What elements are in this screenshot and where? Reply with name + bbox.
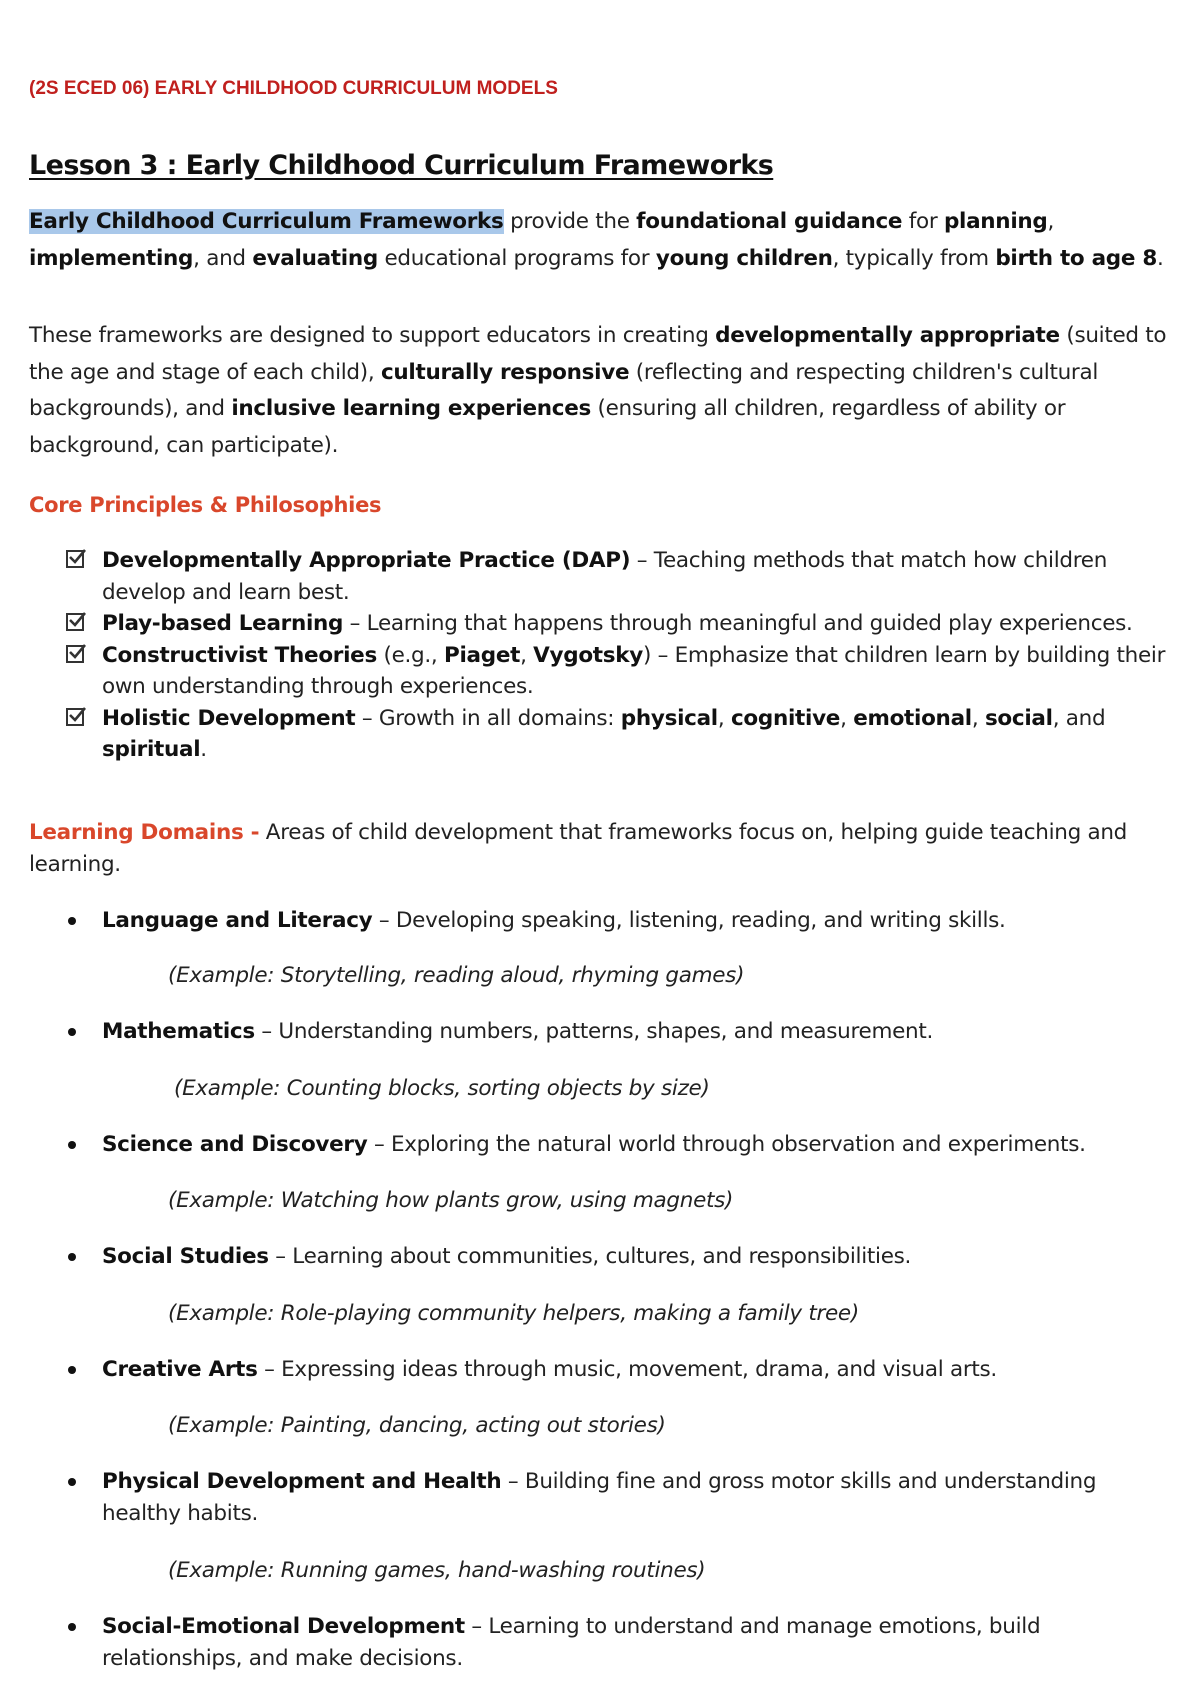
checked-box-icon: [66, 645, 84, 663]
core-principles-list: [66, 545, 1181, 766]
example-text: (Example: Running games, hand-washing routines): [168, 1558, 706, 1583]
bullet-icon: [68, 1028, 76, 1036]
list-item: Physical Development and Health – Building fine and gross motor skills and understanding healthy habits.: [66, 1466, 1181, 1529]
support-paragraph: These frameworks are designed to support educators in creating developmentally appropriate (suited to the age and stage of each child), culturally responsive (reflecting and respecting children's cultural backgrounds), and inclusive learning experiences (ensuring all children, regardless of ability or background, can participate).: [29, 323, 1167, 458]
highlighted-term: Early Childhood Curriculum Frameworks: [29, 209, 504, 234]
core-principles-heading: Core Principles & Philosophies: [29, 493, 382, 517]
bullet-icon: [68, 1366, 76, 1374]
learning-domains-heading: Learning Domains -: [29, 820, 260, 845]
example-text: (Example: Storytelling, reading aloud, rhyming games): [168, 963, 745, 988]
example-text: (Example: Painting, dancing, acting out stories): [168, 1413, 666, 1438]
list-item: Developmentally Appropriate Practice (DAP) – Teaching methods that match how children develop and learn best.: [66, 545, 1181, 608]
bullet-icon: [68, 1623, 76, 1631]
example-text: (Example: Role-playing community helpers, making a family tree): [168, 1301, 859, 1326]
example-text: (Example: Counting blocks, sorting objects by size): [174, 1076, 710, 1101]
list-item: Play-based Learning – Learning that happens through meaningful and guided play experiences.: [66, 608, 1181, 640]
list-item: Constructivist Theories (e.g., Piaget, Vygotsky) – Emphasize that children learn by building their own understanding through experiences.: [66, 640, 1181, 703]
learning-domains-intro: Learning Domains - Areas of child development that frameworks focus on, helping guide teaching and learning.: [29, 820, 1128, 877]
bullet-icon: [68, 1478, 76, 1486]
list-item: Language and Literacy – Developing speaking, listening, reading, and writing skills.: [66, 905, 1181, 937]
list-item: Creative Arts – Expressing ideas through music, movement, drama, and visual arts.: [66, 1354, 1181, 1386]
lesson-title: Lesson 3 : Early Childhood Curriculum Frameworks: [29, 150, 774, 181]
list-item: Holistic Development – Growth in all domains: physical, cognitive, emotional, social, and spiritual.: [66, 703, 1181, 766]
checked-box-icon: [66, 708, 84, 726]
intro-paragraph: Early Childhood Curriculum Frameworks provide the foundational guidance for planning, implementing, and evaluating educational programs for young children, typically from birth to age 8.: [29, 209, 1164, 271]
list-item: Mathematics – Understanding numbers, patterns, shapes, and measurement.: [66, 1016, 1181, 1048]
course-code: (2S ECED 06) EARLY CHILDHOOD CURRICULUM MODELS: [29, 78, 558, 99]
list-item: Science and Discovery – Exploring the natural world through observation and experiments.: [66, 1129, 1181, 1161]
example-text: (Example: Watching how plants grow, using magnets): [168, 1188, 734, 1213]
bullet-icon: [68, 917, 76, 925]
list-item: Social Studies – Learning about communities, cultures, and responsibilities.: [66, 1241, 1181, 1273]
checked-box-icon: [66, 613, 84, 631]
bullet-icon: [68, 1253, 76, 1261]
bullet-icon: [68, 1141, 76, 1149]
list-item: Social-Emotional Development – Learning to understand and manage emotions, build relationships, and make decisions.: [66, 1611, 1181, 1674]
checked-box-icon: [66, 550, 84, 568]
